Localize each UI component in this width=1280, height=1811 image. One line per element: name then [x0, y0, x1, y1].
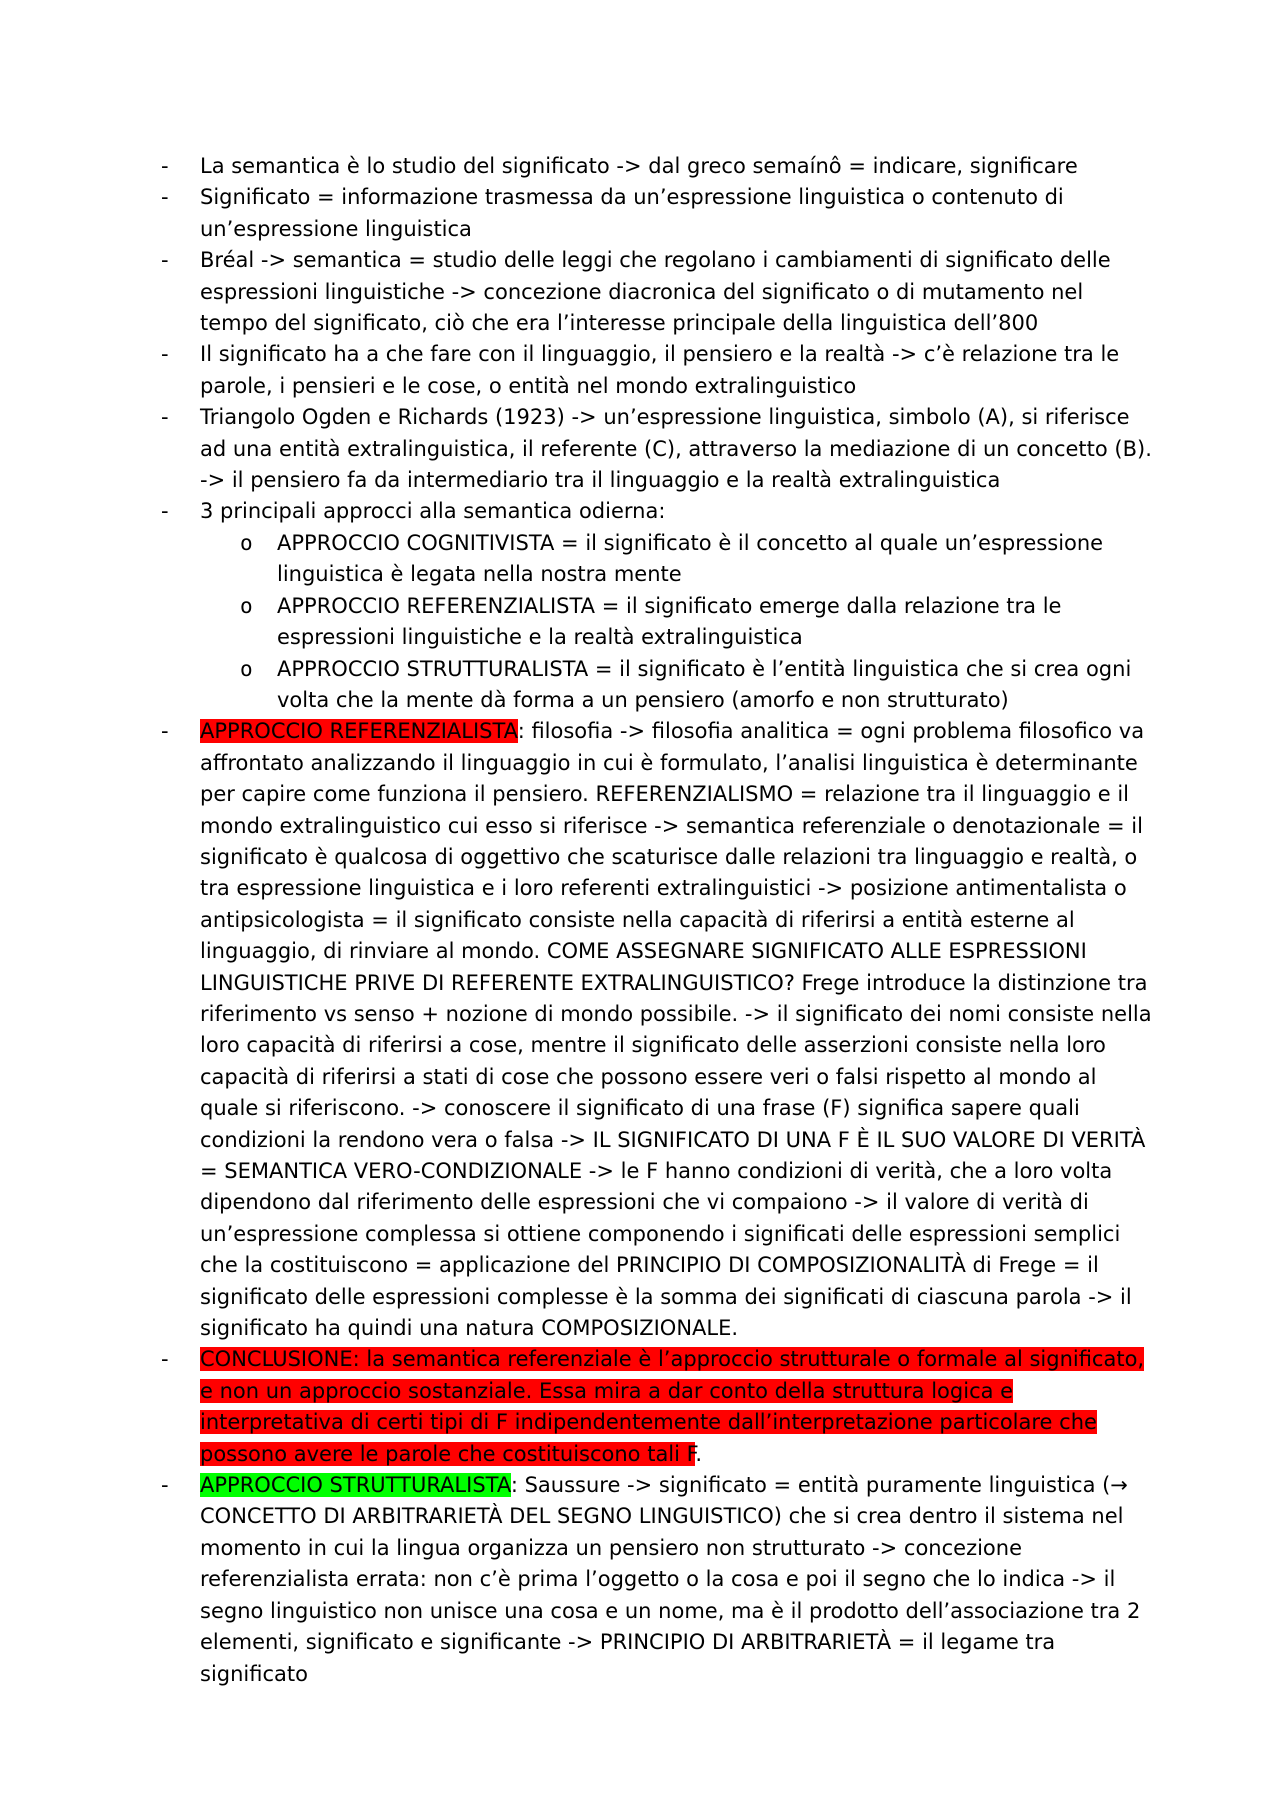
bullet-text: Significato = informazione trasmessa da un’espressione linguistica o contenuto di un’espressione linguistica	[200, 185, 1064, 241]
bullet-item-approccio-referenzialista	[163, 716, 1157, 1344]
bullet-item-approcci	[163, 496, 1157, 716]
sub-item-strutturalista	[200, 654, 1157, 717]
bullet-text: : Saussure -> significato = entità puramente linguistica (→ CONCETTO DI ARBITRARIETÀ DEL SEGNO LINGUISTICO) che si crea dentro il sistema nel momento in cui la lingua organizza un pensiero non strutturato -> concezione referenzialista errata: non c’è prima l’oggetto o la cosa e poi il segno che lo indica -> il segno linguistico non unisce una cosa e un nome, ma è il prodotto dell’associazione tra 2 elementi, significato e significante -> PRINCIPIO DI ARBITRARIETÀ = il legame tra significato	[200, 1473, 1141, 1686]
bullet-text: Triangolo Ogden e Richards (1923) -> un’espressione linguistica, simbolo (A), si riferisce ad una entità extralinguistica, il referente (C), attraverso la mediazione di un concetto (B). -> il pensiero fa da intermediario tra il linguaggio e la realtà extralinguistica	[200, 405, 1152, 493]
bullet-item-triangolo	[163, 402, 1157, 496]
bullet-item-significato	[163, 182, 1157, 245]
highlight-green: APPROCCIO STRUTTURALISTA	[200, 1473, 511, 1498]
bullet-item-breal	[163, 245, 1157, 339]
bullet-item-approccio-strutturalista	[163, 1470, 1157, 1690]
bullet-item-linguaggio-pensiero-realta	[163, 339, 1157, 402]
bullet-text: Bréal -> semantica = studio delle leggi che regolano i cambiamenti di significato delle espressioni linguistiche -> concezione diacronica del significato o di mutamento nel tempo del significato, ciò che era l’interesse principale della linguistica dell’800	[200, 248, 1111, 336]
highlight-red: CONCLUSIONE: la semantica referenziale è l’approccio strutturale o formale al significato, e non un approccio sostanziale. Essa mira a dar conto della struttura logica e interpretativa di certi tipi di F indipendentemente dall’interpretazione particolare che possono avere le parole che costituiscono tali F	[200, 1347, 1145, 1466]
highlight-red: APPROCCIO REFERENZIALISTA	[200, 719, 518, 744]
bullet-text: : filosofia -> filosofia analitica = ogni problema filosofico va affrontato analizzando il linguaggio in cui è formulato, l’analisi linguistica è determinante per capire come funziona il pensiero. REFERENZIALISMO = relazione tra il linguaggio e il mondo extralinguistico cui esso si riferisce -> semantica referenziale o denotazionale = il significato è qualcosa di oggettivo che scaturisce dalle relazioni tra linguaggio e realtà, o tra espressione linguistica e i loro referenti extralinguistici -> posizione antimentalista o antipsicologista = il significato consiste nella capacità di riferirsi a entità esterne al linguaggio, di rinviare al mondo. COME ASSEGNARE SIGNIFICATO ALLE ESPRESSIONI LINGUISTICHE PRIVE DI REFERENTE EXTRALINGUISTICO? Frege introduce la distinzione tra riferimento vs senso + nozione di mondo possibile. -> il significato dei nomi consiste nella loro capacità di riferirsi a cose, mentre il significato delle asserzioni consiste nella loro capacità di riferirsi a stati di cose che possono essere veri o falsi rispetto al mondo al quale si riferiscono. -> conoscere il significato di una frase (F) significa sapere quali condizioni la rendono vera o falsa -> IL SIGNIFICATO DI UNA F È IL SUO VALORE DI VERITÀ = SEMANTICA VERO-CONDIZIONALE -> le F hanno condizioni di verità, che a loro volta dipendono dal riferimento delle espressioni che vi compaiono -> il valore di verità di un’espressione complessa si ottiene componendo i significati delle espressioni semplici che la costituiscono = applicazione del PRINCIPIO DI COMPOSIZIONALITÀ di Frege = il significato delle espressioni complesse è la somma dei significati di ciascuna parola -> il significato ha quindi una natura COMPOSIZIONALE.	[200, 719, 1152, 1341]
sub-item-text: APPROCCIO COGNITIVISTA = il significato è il concetto al quale un’espressione linguistica è legata nella nostra mente	[277, 530, 1104, 587]
sub-item-cognitivista	[200, 528, 1157, 591]
sub-item-referenzialista	[200, 591, 1157, 654]
bullet-text: Il significato ha a che fare con il linguaggio, il pensiero e la realtà -> c’è relazione tra le parole, i pensieri e le cose, o entità nel mondo extralinguistico	[200, 342, 1120, 398]
bullet-list	[163, 151, 1157, 1690]
sub-list-approcci	[200, 528, 1157, 716]
bullet-text: La semantica è lo studio del significato -> dal greco semaínô = indicare, significare	[200, 154, 1078, 178]
bullet-text: .	[695, 1441, 703, 1466]
bullet-text: 3 principali approcci alla semantica odierna:	[200, 499, 666, 524]
document-body	[163, 151, 1157, 1690]
bullet-item-conclusione	[163, 1344, 1157, 1470]
sub-item-text: APPROCCIO STRUTTURALISTA = il significato è l’entità linguistica che si crea ogni volta che la mente dà forma a un pensiero (amorfo e non strutturato)	[277, 656, 1132, 712]
bullet-item-semantica	[163, 151, 1157, 182]
sub-item-text: APPROCCIO REFERENZIALISTA = il significato emerge dalla relazione tra le espressioni linguistiche e la realtà extralinguistica	[277, 593, 1062, 650]
